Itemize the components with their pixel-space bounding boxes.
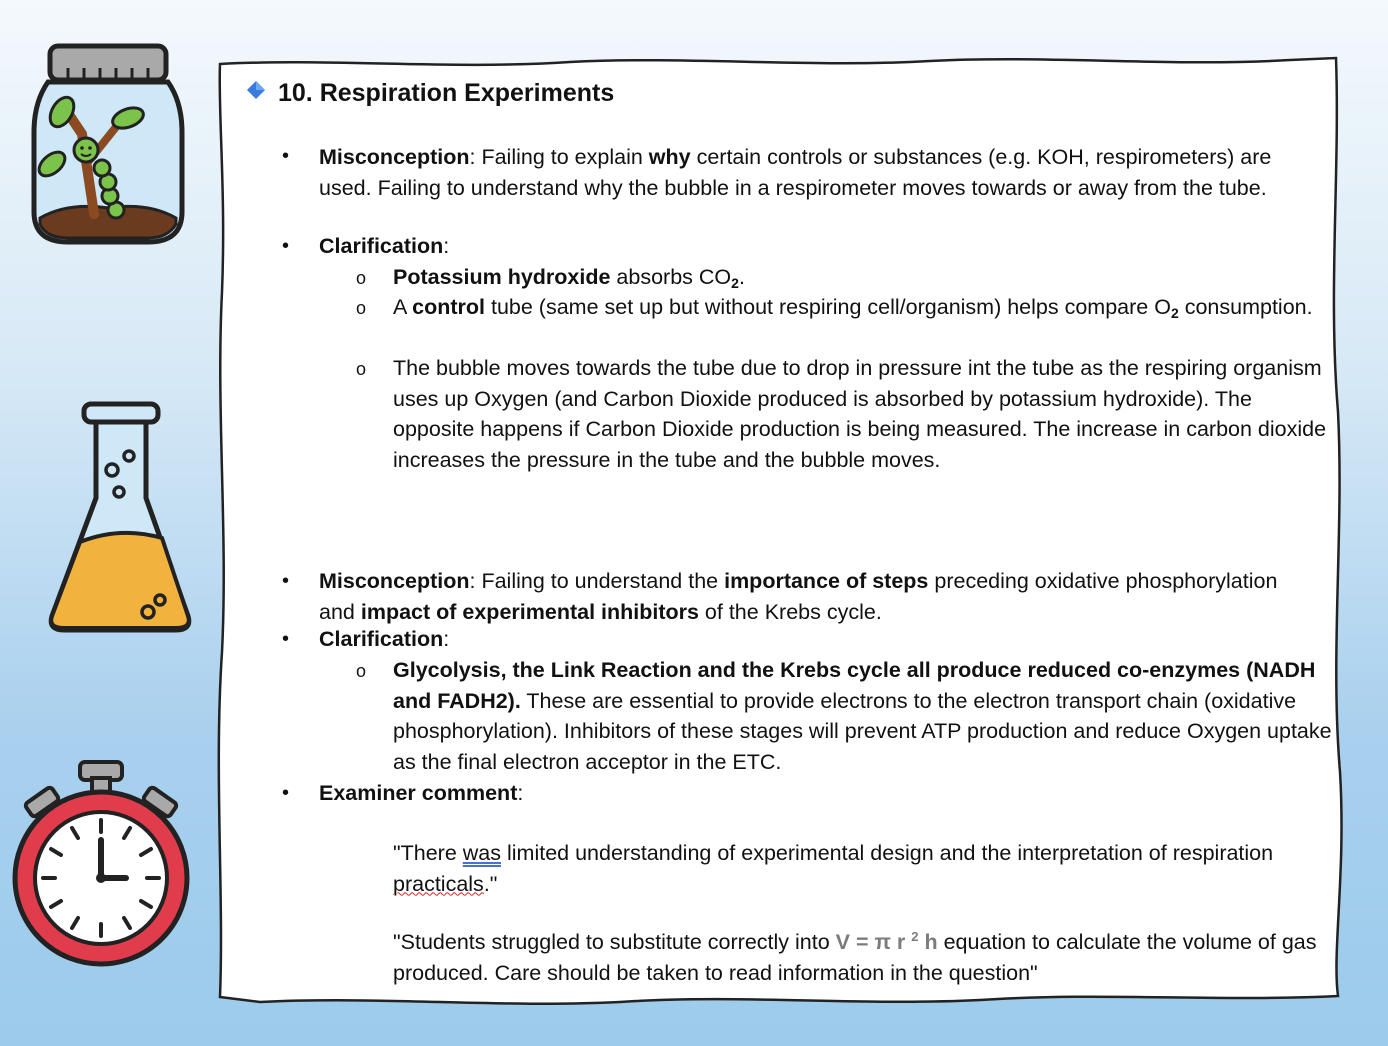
bullet-icon: • xyxy=(282,570,290,592)
circle-bullet-icon: o xyxy=(356,268,367,288)
circle-bullet-icon: o xyxy=(356,359,367,379)
clarification-1: Clarification: xyxy=(319,234,450,258)
bullet-icon: • xyxy=(282,235,290,257)
clarification-2: Clarification: xyxy=(319,627,450,651)
clarification-1-point-2: A control tube (same set up but without respiring cell/organism) helps compare $O_2$ consumption. xyxy=(393,295,1313,321)
clarification-2-point-1: Glycolysis, the Link Reaction and the Krebs cycle all produce reduced co-enzymes (NADH and FADH2). These are essential to provide electrons to the electron transport chain (oxidative phosphorylation). Inhibitors of these stages will prevent ATP production and reduce Oxygen uptake as the final electron acceptor in the ETC. xyxy=(393,658,1332,774)
conical-flask-icon xyxy=(44,398,196,638)
bullet-icon: • xyxy=(282,628,290,650)
clarification-1-point-1: Potassium hydroxide absorbs $CO_2$. xyxy=(393,265,745,291)
misconception-2: Misconception: Failing to understand the importance of steps preceding oxidative phosphorylation and impact of experimental inhibitors of the Krebs cycle. xyxy=(319,569,1278,624)
examiner-quote-2: "Students struggled to substitute correctly into V = π r $^2$ h equation to calculate the volume of gas produced. Care should be taken to read information in the question" xyxy=(393,928,1317,985)
bullet-icon: • xyxy=(282,145,290,167)
circle-bullet-icon: o xyxy=(356,298,367,318)
section-title: 10. Respiration Experiments xyxy=(278,79,615,107)
caterpillar-jar-icon xyxy=(28,42,188,252)
content-card xyxy=(246,74,1336,994)
volume-equation: V = π r $^2$ h xyxy=(835,928,938,954)
clarification-1-point-3: The bubble moves towards the tube due to drop in pressure int the tube as the respiring organism uses up Oxygen (and Carbon Dioxide produced is absorbed by potassium hydroxide). The opposite happens if Carbon Dioxide production is being measured. The increase in carbon dioxide increases the pressure in the tube and the bubble moves. xyxy=(393,356,1327,472)
misconception-1: Misconception: Failing to explain why certain controls or substances (e.g. KOH, respirometers) are used. Failing to understand why the bubble in a respirometer moves towards or away from the tube. xyxy=(319,145,1272,200)
circle-bullet-icon: o xyxy=(356,661,367,681)
blue-diamond-icon xyxy=(246,80,266,100)
section-heading xyxy=(246,78,614,109)
examiner-comment-label: Examiner comment: xyxy=(319,781,524,805)
bullet-icon: • xyxy=(282,782,290,804)
examiner-quote-1: "There was limited understanding of experimental design and the interpretation of respiration practicals." xyxy=(393,841,1274,896)
stopwatch-icon xyxy=(6,758,196,970)
